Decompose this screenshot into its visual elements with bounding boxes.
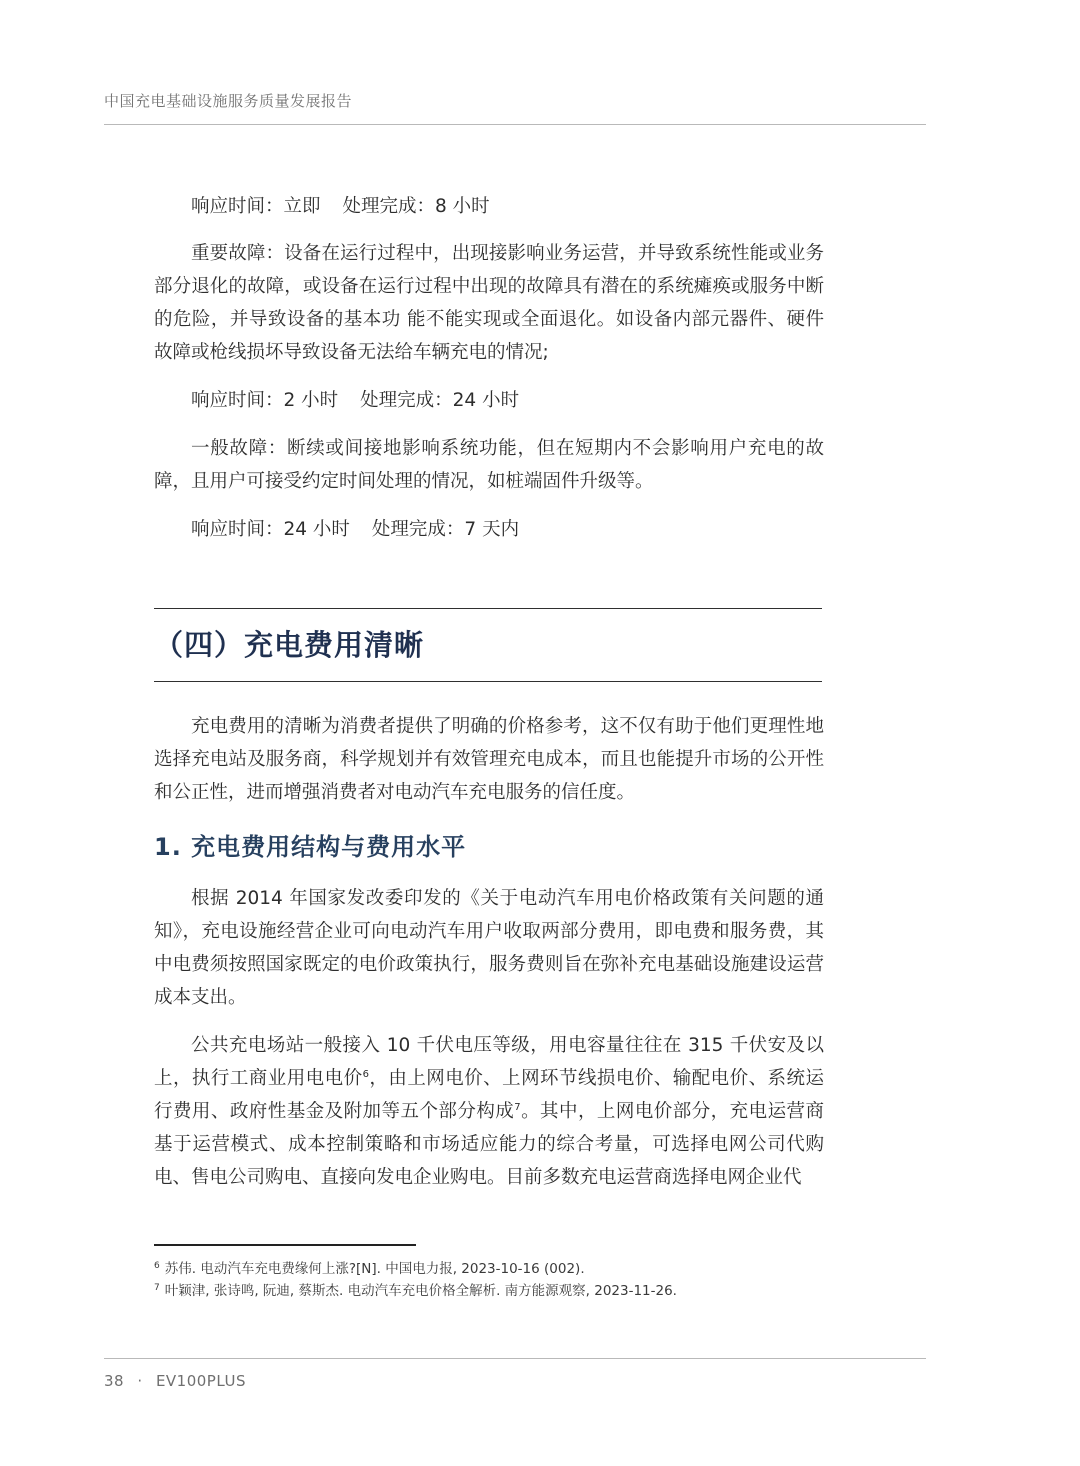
page-footer (104, 1372, 246, 1390)
major-fault-paragraph: 重要故障：设备在运行过程中，出现接影响业务运营，并导致系统性能或业务部分退化的故障，或设备在运行过程中出现的故障具有潜在的系统瘫痪或服务中断的危险，并导致设备的基本功 能不能实现或全面退化。如设备内部元器件、硬件故障或枪线损坏导致设备无法给车辆充电的情况; (154, 243, 824, 363)
section-title: （四）充电费用清晰 (154, 628, 425, 662)
footer-brand: EV100PLUS (155, 1372, 246, 1390)
response-label: 响应时间：2 小时 (191, 390, 339, 411)
response-time-critical (154, 190, 824, 223)
completion-label: 处理完成：24 小时 (360, 390, 520, 411)
page-number: 38 (104, 1372, 125, 1390)
footnote-divider (154, 1244, 416, 1246)
footnote-6: $^6$ 苏伟. 电动汽车充电费缘何上涨?[N]. 中国电力报, 2023-10-16 (002). (154, 1260, 585, 1277)
footer-separator: · (137, 1372, 143, 1390)
footnote-ref-6[interactable]: 6 (362, 1068, 369, 1080)
response-time-major (154, 384, 824, 417)
completion-label: 处理完成：8 小时 (342, 196, 490, 217)
page-content (154, 190, 824, 1194)
public-station-paragraph: 公共充电场站一般接入 10 千伏电压等级，用电容量往往在 315 千伏安及以上，执行工商业用电电价$^6$，由上网电价、上网环节线损电价、输配电价、系统运行费用、政府性基金及附加等五个部分构成$^7$。其中，上网电价部分，充电运营商基于运营模式、成本控制策略和市场适应能力的综合考量，可选择电网公司代购电、售电公司购电、直接向发电企业购电。目前多数充电运营商选择电网企业代 (154, 1035, 824, 1188)
subsection-title: 1. 充电费用结构与费用水平 (154, 833, 467, 861)
running-header: 中国充电基础设施服务质量发展报告 (104, 92, 353, 110)
response-time-general (154, 513, 824, 546)
footnotes (154, 1258, 834, 1302)
response-label: 响应时间：24 小时 (191, 519, 350, 540)
footnote-7: $^7$ 叶颖津, 张诗鸣, 阮迪, 蔡斯杰. 电动汽车充电价格全解析. 南方能源观察, 2023-11-26. (154, 1282, 677, 1299)
general-fault-paragraph: 一般故障：断续或间接地影响系统功能，但在短期内不会影响用户充电的故障，且用户可接受约定时间处理的情况，如桩端固件升级等。 (154, 438, 824, 492)
fee-structure-paragraph: 根据 2014 年国家发改委印发的《关于电动汽车用电价格政策有关问题的通知》，充电设施经营企业可向电动汽车用户收取两部分费用，即电费和服务费，其中电费须按照国家既定的电价政策执行，服务费则旨在弥补充电基础设施建设运营成本支出。 (154, 888, 824, 1008)
completion-label: 处理完成：7 天内 (371, 519, 520, 540)
response-label: 响应时间：立即 (191, 196, 321, 217)
header-divider (104, 124, 926, 125)
footnote-ref-7[interactable]: 7 (514, 1101, 521, 1113)
intro-paragraph: 充电费用的清晰为消费者提供了明确的价格参考，这不仅有助于他们更理性地选择充电站及服务商，科学规划并有效管理充电成本，而且也能提升市场的公开性和公正性，进而增强消费者对电动汽车充电服务的信任度。 (154, 716, 824, 803)
footer-divider (104, 1358, 926, 1359)
